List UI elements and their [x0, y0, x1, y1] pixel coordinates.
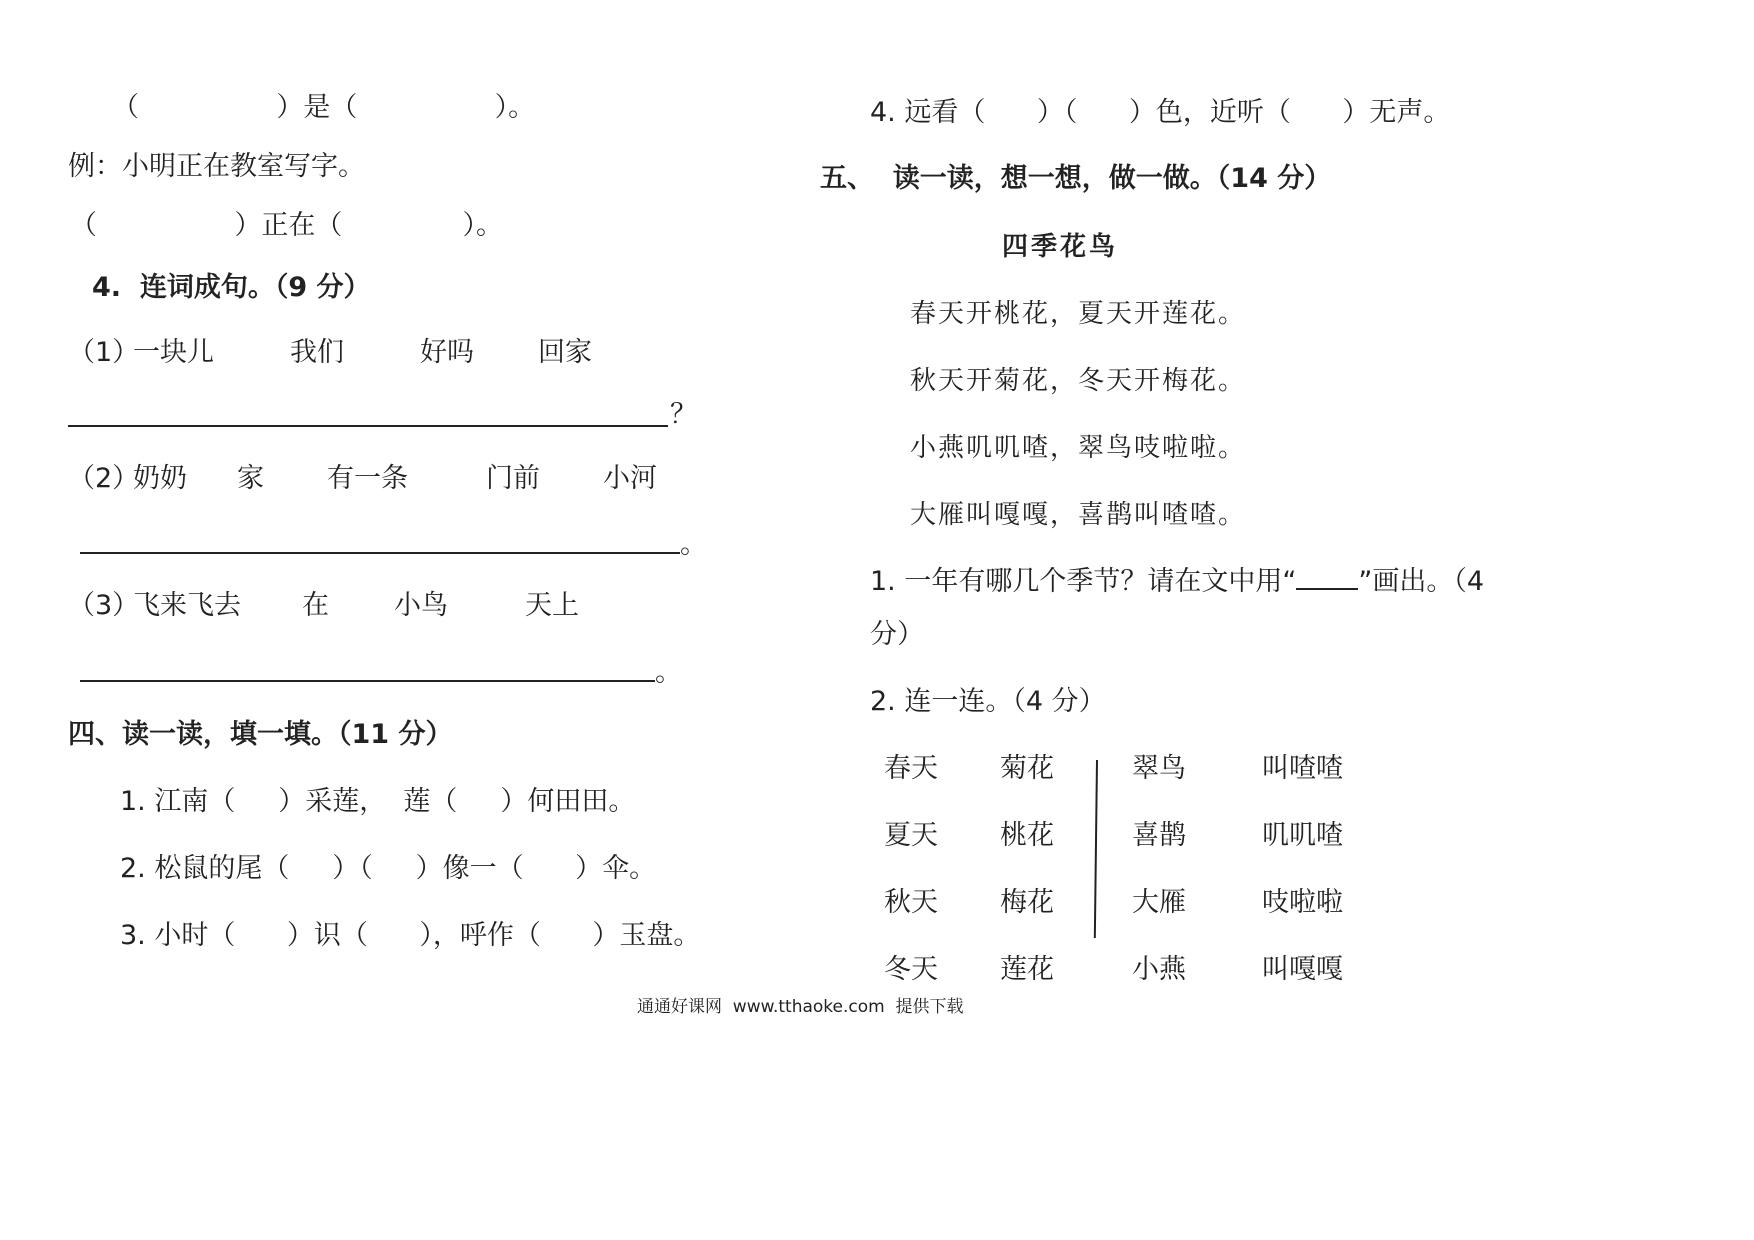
match-season: 冬天 [884, 954, 938, 985]
section-5-heading: 五、 读一读，想一想，做一做。（14 分） [820, 163, 1332, 194]
match-sound: 叽叽喳 [1262, 820, 1343, 851]
q4-item-1-word: 我们 [290, 337, 344, 368]
match-season: 春天 [884, 753, 938, 784]
q4-item-3-word: 天上 [525, 590, 579, 621]
answer-line-1 [68, 425, 668, 427]
match-flower: 菊花 [1000, 753, 1054, 784]
match-season: 夏天 [884, 820, 938, 851]
q4-item-3-word: 飞来飞去 [133, 590, 241, 621]
match-sound: 叫嘎嘎 [1262, 954, 1343, 985]
q4-item-2-word: 有一条 [327, 463, 408, 494]
question-1-text: 1. 一年有哪几个季节？请在文中用“ [870, 566, 1297, 597]
q4-item-2-end-mark: 。 [680, 529, 707, 560]
match-flower: 梅花 [1000, 887, 1054, 918]
q4-heading: 4. 连词成句。（9 分） [92, 272, 371, 303]
q4-item-2-word: 小河 [603, 463, 657, 494]
section-4-heading: 四、读一读，填一填。（11 分） [68, 719, 453, 750]
q4-item-1-word: 回家 [538, 337, 592, 368]
match-sound: 吱啦啦 [1262, 887, 1343, 918]
q4-item-1-number: （1） [68, 337, 140, 368]
q4-item-3-word: 在 [302, 590, 329, 621]
question-1-continued: 分） [870, 619, 924, 650]
divider-line [1094, 760, 1098, 938]
answer-line-3 [80, 680, 655, 682]
poem-title: 四季花鸟 [1002, 232, 1119, 262]
match-bird: 小燕 [1132, 954, 1186, 985]
q4-item-3-word: 小鸟 [394, 590, 448, 621]
q4-item-2-word: 家 [237, 463, 264, 494]
match-bird: 翠鸟 [1132, 753, 1186, 784]
match-bird: 喜鹊 [1132, 820, 1186, 851]
poem-line: 春天开桃花，夏天开莲花。 [910, 299, 1247, 329]
example-sentence: 例：小明正在教室写字。 [68, 151, 365, 182]
q4-item-1-end-mark: ？ [670, 399, 697, 430]
fill-item-1: 1. 江南（ ）采莲， 莲（ ）何田田。 [120, 786, 636, 817]
q4-item-2-number: （2） [68, 463, 140, 494]
match-bird: 大雁 [1132, 887, 1186, 918]
question-1 [870, 565, 1484, 599]
q4-item-3-end-mark: 。 [655, 657, 682, 688]
fill-item-2: 2. 松鼠的尾（ ）（ ）像一（ ）伞。 [120, 853, 657, 884]
poem-line: 大雁叫嘎嘎，喜鹊叫喳喳。 [910, 500, 1247, 530]
fill-sentence-2: （ ）正在（ ）。 [70, 210, 503, 241]
match-flower: 桃花 [1000, 820, 1054, 851]
question-1-text-end: ”画出。（4 [1358, 566, 1485, 597]
question-2: 2. 连一连。（4 分） [870, 686, 1106, 717]
fill-item-4: 4. 远看（ ）（ ）色，近听（ ）无声。 [870, 97, 1451, 128]
underline-blank [1296, 568, 1358, 590]
q4-item-3-number: （3） [68, 590, 140, 621]
footer-credit: 通通好课网 www.tthaoke.com 提供下载 [637, 997, 964, 1017]
answer-line-2 [80, 552, 680, 554]
match-sound: 叫喳喳 [1262, 753, 1343, 784]
poem-line: 小燕叽叽喳，翠鸟吱啦啦。 [910, 433, 1247, 463]
match-flower: 莲花 [1000, 954, 1054, 985]
q4-item-2-word: 奶奶 [133, 463, 187, 494]
fill-item-3: 3. 小时（ ）识（ ），呼作（ ）玉盘。 [120, 920, 701, 951]
match-season: 秋天 [884, 887, 938, 918]
q4-item-1-word: 一块儿 [133, 337, 214, 368]
fill-sentence-1: （ ）是（ ）。 [112, 92, 536, 123]
poem-line: 秋天开菊花，冬天开梅花。 [910, 366, 1247, 396]
q4-item-2-word: 门前 [486, 463, 540, 494]
q4-item-1-word: 好吗 [420, 337, 474, 368]
